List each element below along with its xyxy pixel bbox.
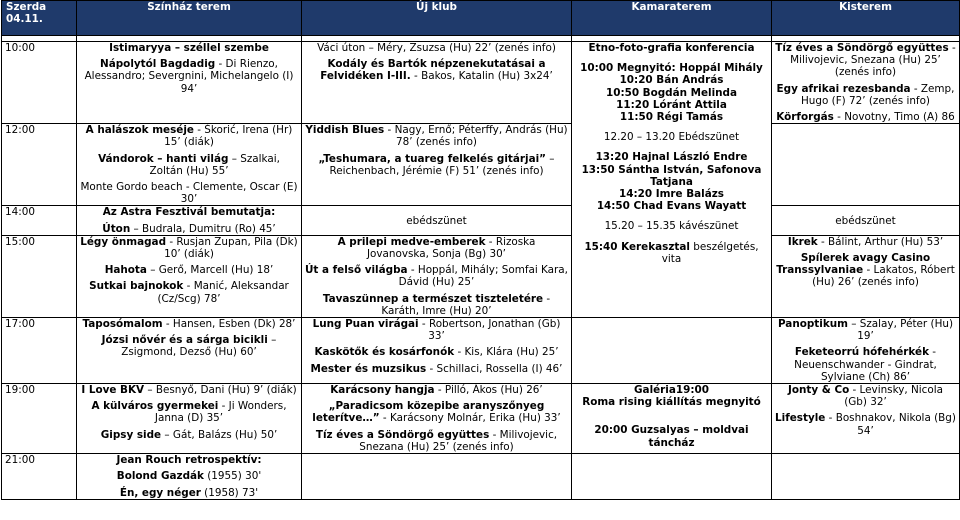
- program-cell: [772, 42, 960, 124]
- program-title: Én, egy néger: [119, 486, 201, 499]
- program-title: Bolond Gazdák: [116, 470, 204, 483]
- program-entry: [80, 454, 298, 466]
- program-entry: [575, 396, 768, 408]
- program-cell: [77, 206, 302, 235]
- empty-cell: [572, 454, 772, 500]
- program-title: 10:50 Bogdán Melinda: [605, 86, 737, 99]
- program-title: Vándorok – hanti világ: [98, 152, 229, 165]
- program-title: Taposómalom: [82, 318, 163, 331]
- program-details: Váci úton – Méry, Zsuzsa (Hu) 22’ (zenés info): [317, 42, 556, 54]
- program-details: - Milivojevic, Snezana (Hu) 25’ (zenés info): [790, 42, 956, 79]
- program-entry: [575, 42, 768, 54]
- empty-cell: [772, 124, 960, 206]
- program-entry: [80, 236, 298, 260]
- program-entry: [80, 384, 298, 396]
- program-cell: [302, 384, 572, 454]
- program-entry: [575, 424, 768, 448]
- program-details: - Nagy, Ernő; Péterffy, András (Hu) 78’ (zenés info): [384, 124, 568, 149]
- program-entry: [80, 487, 298, 499]
- program-title: 14:50 Chad Evans Wayatt: [596, 200, 747, 213]
- program-entry: [305, 124, 568, 148]
- time-cell: 21:00: [2, 454, 77, 500]
- schedule-table: [1, 0, 960, 500]
- program-entry: [575, 164, 768, 188]
- entry-spacer: [575, 54, 768, 62]
- lunch-break-cell: ebédszünet: [302, 206, 572, 235]
- program-title: Az Astra Fesztivál bemutatja:: [102, 206, 276, 219]
- program-title: Karácsony hangja: [330, 384, 435, 397]
- program-details: - Di Rienzo, Alessandro; Severgnini, Michelangelo (I) 94’: [84, 58, 294, 95]
- program-details: - Rizoska Jovanovska, Sonja (Bg) 30’: [366, 235, 536, 261]
- program-details: - Schillaci, Rossella (I) 46’: [426, 362, 563, 375]
- program-title: Etno-foto-grafia konferencia: [588, 42, 755, 54]
- program-entry: [80, 223, 298, 235]
- program-details: – Zsigmond, Dezső (Hu) 60’: [121, 334, 277, 359]
- program-entry: [80, 206, 298, 218]
- empty-cell: [772, 454, 960, 500]
- column-header-kamaraterem: Kamaraterem: [572, 1, 772, 36]
- time-cell: 15:00: [2, 235, 77, 317]
- program-title: Galéria19:00: [634, 384, 709, 397]
- program-title: „Paradicsom közepibe aranyszőnyeg leterítve…”: [312, 400, 545, 425]
- program-entry: [775, 236, 956, 248]
- program-entry: [305, 42, 568, 54]
- program-title: Tíz éves a Söndörgő együttes: [775, 42, 949, 54]
- program-entry: [575, 87, 768, 99]
- program-title: 11:20 Lóránt Attila: [616, 98, 727, 111]
- program-entry: [305, 293, 568, 317]
- program-title: Hahota: [104, 264, 147, 277]
- program-entry: [575, 74, 768, 86]
- program-details: - Hansen, Esben (Dk) 28’: [162, 318, 296, 331]
- program-entry: [575, 200, 768, 212]
- program-cell: [77, 42, 302, 124]
- program-title: Lifestyle: [775, 412, 826, 425]
- time-row: [2, 318, 960, 384]
- program-entry: [775, 252, 956, 289]
- entry-spacer: [575, 143, 768, 151]
- program-entry: [775, 384, 956, 408]
- program-details: – Gát, Balázs (Hu) 50’: [161, 428, 278, 441]
- time-row: [2, 384, 960, 454]
- program-details: - Kis, Klára (Hu) 25’: [454, 346, 559, 359]
- program-title: 13:50 Sántha István, Safonova Tatjana: [581, 163, 762, 188]
- program-details: - Karácsony Molnár, Erika (Hu) 33’: [379, 412, 561, 425]
- program-cell: [772, 235, 960, 317]
- time-cell: 10:00: [2, 42, 77, 124]
- program-details: – Besnyő, Dani (Hu) 9’ (diák): [144, 384, 297, 397]
- program-entry: [575, 131, 768, 143]
- program-entry: [305, 153, 568, 177]
- program-details: - Rusjan Zupan, Pila (Dk) 10’ (diák): [164, 235, 298, 261]
- time-row: [2, 206, 960, 235]
- program-title: 20:00 Guzsalyas – moldvai táncház: [594, 424, 749, 449]
- program-entry: [80, 470, 298, 482]
- program-entry: [575, 220, 768, 232]
- program-entry: [80, 264, 298, 276]
- program-details: (1955) 30': [203, 470, 262, 483]
- program-details: – Budrala, Dumitru (Ro) 45’: [130, 222, 276, 235]
- program-entry: [775, 346, 956, 383]
- program-entry: [775, 318, 956, 342]
- program-entry: [575, 99, 768, 111]
- program-title: Józsi nővér és a sárga bicikli: [101, 334, 268, 347]
- program-details: - Milivojevic, Snezana (Hu) 25’ (zenés info): [359, 428, 558, 453]
- program-entry: [575, 151, 768, 163]
- program-details: Monte Gordo beach - Clemente, Oscar (E) 30’: [80, 181, 298, 206]
- program-entry: [80, 153, 298, 177]
- program-title: Roma rising kiállítás megnyitó: [582, 396, 761, 409]
- program-entry: [575, 188, 768, 200]
- program-entry: [575, 384, 768, 396]
- program-cell: [302, 235, 572, 317]
- program-entry: [575, 111, 768, 123]
- program-title: I Love BKV: [81, 384, 145, 397]
- program-cell: [772, 384, 960, 454]
- entry-spacer: [575, 233, 768, 241]
- program-title: Lung Puan virágai: [312, 318, 419, 331]
- program-details: - Pilló, Ákos (Hu) 26’: [434, 384, 543, 397]
- program-title: 13:20 Hajnal László Endre: [595, 151, 748, 164]
- program-title: Jean Rouch retrospektív:: [116, 454, 262, 467]
- program-details: – Szalkai, Zoltán (Hu) 55’: [149, 152, 280, 177]
- program-title: Panoptikum: [777, 318, 848, 331]
- program-entry: [305, 429, 568, 453]
- program-title: Mester és muzsikus: [310, 362, 427, 375]
- program-title: 10:20 Bán András: [619, 74, 724, 87]
- program-title: 11:50 Régi Tamás: [619, 111, 724, 124]
- program-cell: [77, 384, 302, 454]
- program-cell: [302, 318, 572, 384]
- program-entry: [305, 346, 568, 358]
- column-header-uj-klub: Új klub: [302, 1, 572, 36]
- program-entry: [775, 42, 956, 79]
- time-cell: 14:00: [2, 206, 77, 235]
- conference-cell: [572, 42, 772, 318]
- time-row: [2, 235, 960, 317]
- program-title: A prilepi medve-emberek: [337, 235, 486, 248]
- program-entry: [305, 58, 568, 82]
- program-details: - Manić, Aleksandar (Cz/Scg) 78’: [157, 280, 289, 305]
- program-details: - Neuenschwander - Gindrat, Sylviane (Ch) 86’: [794, 346, 937, 383]
- header-row: [2, 1, 960, 36]
- program-cell: [77, 235, 302, 317]
- program-details: 12.20 – 13.20 Ebédszünet: [603, 131, 740, 144]
- program-entry: [575, 62, 768, 74]
- empty-cell: [572, 318, 772, 384]
- program-entry: [80, 42, 298, 54]
- program-entry: [305, 400, 568, 424]
- program-details: - Ji Wonders, Janna (D) 35’: [154, 400, 287, 425]
- time-row: [2, 454, 960, 500]
- program-title: Úton: [102, 222, 131, 235]
- program-cell: [77, 318, 302, 384]
- program-title: „Teshumara, a tuareg felkelés gitárjai”: [318, 152, 546, 165]
- program-details: - Levinsky, Nicola (Gb) 32’: [844, 384, 943, 409]
- program-entry: [80, 334, 298, 358]
- program-title: Ikrek: [787, 235, 818, 248]
- program-cell: [302, 124, 572, 206]
- program-entry: [775, 412, 956, 436]
- program-details: - Bakos, Katalin (Hu) 3x24’: [410, 70, 553, 83]
- program-title: Istimaryya – széllel szembe: [109, 42, 269, 54]
- lunch-break-cell: ebédszünet: [772, 206, 960, 235]
- program-entry: [305, 236, 568, 260]
- program-title: Jonty & Co: [788, 384, 850, 397]
- program-details: beszélgetés, vita: [661, 240, 759, 265]
- program-cell: [302, 42, 572, 124]
- program-title: Körforgás: [776, 111, 834, 124]
- program-cell: [572, 384, 772, 454]
- program-details: (1958) 73': [200, 486, 259, 499]
- program-entry: [775, 111, 956, 123]
- entry-spacer: [575, 123, 768, 131]
- time-cell: 17:00: [2, 318, 77, 384]
- time-row: [2, 124, 960, 206]
- program-details: - Lakatos, Róbert (Hu) 26’ (zenés info): [812, 264, 955, 289]
- program-entry: [80, 58, 298, 95]
- program-entry: [575, 241, 768, 265]
- time-row: [2, 42, 960, 124]
- program-details: - Bálint, Arthur (Hu) 53’: [817, 235, 944, 248]
- program-entry: [305, 264, 568, 288]
- program-title: Spílerek avagy Casino Transsylvaniae: [776, 252, 931, 277]
- program-entry: [305, 384, 568, 396]
- program-entry: [80, 124, 298, 148]
- program-title: 15:40 Kerekasztal: [584, 240, 690, 253]
- day-header: Szerda 04.11.: [2, 1, 77, 36]
- column-header-szinhaz: Színház terem: [77, 1, 302, 36]
- program-entry: [775, 83, 956, 107]
- program-cell: [772, 318, 960, 384]
- program-details: – Gerő, Marcell (Hu) 18’: [146, 264, 274, 277]
- time-cell: 19:00: [2, 384, 77, 454]
- program-title: Sutkai bajnokok: [89, 280, 184, 293]
- program-title: Yiddish Blues: [305, 124, 385, 137]
- program-title: Gipsy side: [100, 428, 162, 441]
- program-cell: [77, 454, 302, 500]
- program-title: Légy önmagad: [80, 235, 167, 248]
- program-title: Kaskötők és kosárfonók: [314, 346, 455, 359]
- program-details: - Hoppál, Mihály; Somfai Kara, Dávid (Hu) 25’: [398, 264, 568, 289]
- program-title: Tavaszünnep a természet tiszteletére: [322, 292, 544, 305]
- program-details: – Szalay, Péter (Hu) 19’: [847, 318, 954, 343]
- program-entry: [80, 280, 298, 304]
- program-title: A halászok meséje: [85, 124, 194, 137]
- time-cell: 12:00: [2, 124, 77, 206]
- program-cell: [77, 124, 302, 206]
- program-title: Tíz éves a Söndörgő együttes: [315, 428, 490, 441]
- program-details: - Škorić, Irena (Hr) 15’ (diák): [164, 124, 293, 149]
- program-title: Út a felső világba: [305, 264, 408, 277]
- column-header-kisterem: Kisterem: [772, 1, 960, 36]
- program-title: Feketeorrú hófehérkék: [794, 346, 929, 359]
- program-details: - Novotny, Timo (A) 86: [833, 111, 955, 124]
- program-details: – Reichenbach, Jérémie (F) 51’ (zenés info): [329, 152, 555, 177]
- program-details: - Karáth, Imre (Hu) 20’: [381, 292, 551, 317]
- program-details: - Boshnakov, Nikola (Bg) 54’: [825, 412, 956, 437]
- program-entry: [80, 429, 298, 441]
- program-entry: [80, 318, 298, 330]
- program-entry: [305, 363, 568, 375]
- program-title: Kodály és Bartók népzenekutatásai a Felvidéken I-III.: [320, 58, 546, 83]
- program-entry: [305, 318, 568, 342]
- program-title: 14:20 Imre Balázs: [619, 188, 724, 201]
- program-details: 15.20 – 15.35 kávészünet: [604, 220, 739, 233]
- program-title: A külváros gyermekei: [91, 400, 219, 413]
- empty-cell: [302, 454, 572, 500]
- program-title: Egy afrikai rezesbanda: [776, 82, 911, 95]
- program-details: - Zemp, Hugo (F) 72’ (zenés info): [800, 82, 955, 107]
- program-title: 10:00 Megnyitó: Hoppál Mihály: [580, 62, 763, 75]
- program-entry: [80, 400, 298, 424]
- entry-spacer: [575, 408, 768, 424]
- program-details: - Robertson, Jonathan (Gb) 33’: [418, 318, 561, 343]
- program-entry: [80, 181, 298, 205]
- entry-spacer: [575, 212, 768, 220]
- program-title: Nápolytól Bagdadig: [100, 58, 216, 71]
